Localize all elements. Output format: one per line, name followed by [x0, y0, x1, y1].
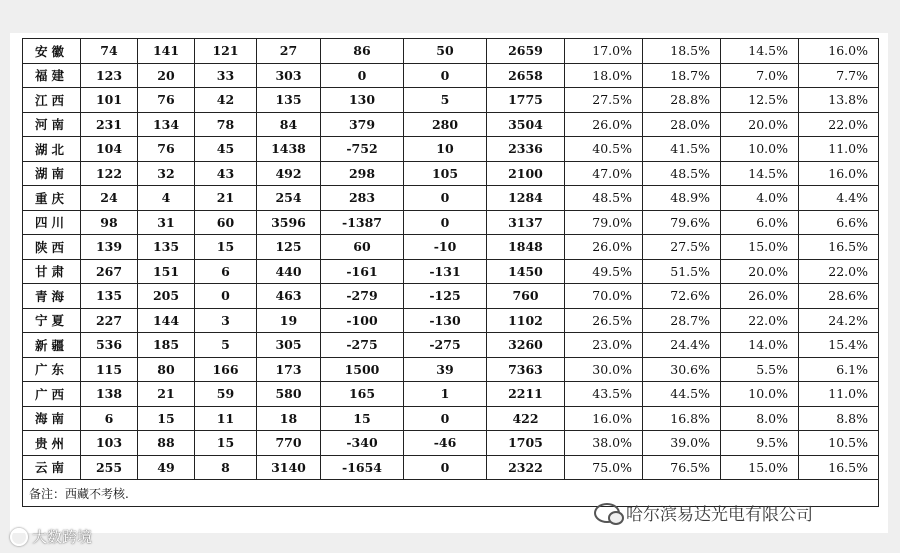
percent-cell: 27.5%	[643, 235, 721, 260]
value-cell: 76	[138, 137, 195, 162]
percent-cell: 76.5%	[643, 455, 721, 480]
value-cell: 283	[321, 186, 404, 211]
value-cell: 11	[195, 406, 257, 431]
percent-cell: 26.0%	[565, 235, 643, 260]
table-row	[23, 431, 879, 456]
value-cell: 60	[321, 235, 404, 260]
value-cell: 3	[195, 308, 257, 333]
value-cell: 5	[195, 333, 257, 358]
value-cell: 39	[404, 357, 487, 382]
percent-cell: 28.6%	[799, 284, 879, 309]
percent-cell: 24.2%	[799, 308, 879, 333]
value-cell: 88	[138, 431, 195, 456]
value-cell: 20	[138, 63, 195, 88]
value-cell: 5	[404, 88, 487, 113]
value-cell: 27	[257, 39, 321, 64]
percent-cell: 51.5%	[643, 259, 721, 284]
value-cell: 103	[81, 431, 138, 456]
table-row	[23, 39, 879, 64]
table-row	[23, 357, 879, 382]
value-cell: 0	[404, 210, 487, 235]
value-cell: 76	[138, 88, 195, 113]
value-cell: 3140	[257, 455, 321, 480]
value-cell: 3137	[487, 210, 565, 235]
percent-cell: 13.8%	[799, 88, 879, 113]
value-cell: -275	[404, 333, 487, 358]
province-cell: 陕西	[23, 235, 81, 260]
percent-cell: 18.5%	[643, 39, 721, 64]
value-cell: 1284	[487, 186, 565, 211]
percent-cell: 24.4%	[643, 333, 721, 358]
value-cell: 19	[257, 308, 321, 333]
value-cell: 49	[138, 455, 195, 480]
percent-cell: 7.7%	[799, 63, 879, 88]
value-cell: 151	[138, 259, 195, 284]
percent-cell: 18.7%	[643, 63, 721, 88]
value-cell: -1654	[321, 455, 404, 480]
value-cell: 43	[195, 161, 257, 186]
value-cell: 185	[138, 333, 195, 358]
value-cell: 125	[257, 235, 321, 260]
percent-cell: 4.0%	[721, 186, 799, 211]
value-cell: 18	[257, 406, 321, 431]
percent-cell: 70.0%	[565, 284, 643, 309]
percent-cell: 48.5%	[643, 161, 721, 186]
table-row	[23, 161, 879, 186]
table-row	[23, 186, 879, 211]
percent-cell: 41.5%	[643, 137, 721, 162]
percent-cell: 38.0%	[565, 431, 643, 456]
province-cell: 宁夏	[23, 308, 81, 333]
value-cell: 463	[257, 284, 321, 309]
province-cell: 青海	[23, 284, 81, 309]
value-cell: 21	[138, 382, 195, 407]
percent-cell: 17.0%	[565, 39, 643, 64]
percent-cell: 10.0%	[721, 137, 799, 162]
percent-cell: 22.0%	[799, 112, 879, 137]
table-row	[23, 333, 879, 358]
province-cell: 安徽	[23, 39, 81, 64]
value-cell: 227	[81, 308, 138, 333]
percent-cell: 16.0%	[799, 39, 879, 64]
percent-cell: 16.0%	[565, 406, 643, 431]
percent-cell: 72.6%	[643, 284, 721, 309]
province-cell: 河南	[23, 112, 81, 137]
value-cell: 42	[195, 88, 257, 113]
percent-cell: 16.0%	[799, 161, 879, 186]
value-cell: 267	[81, 259, 138, 284]
value-cell: 135	[81, 284, 138, 309]
value-cell: -279	[321, 284, 404, 309]
value-cell: 0	[404, 406, 487, 431]
value-cell: 135	[257, 88, 321, 113]
value-cell: 121	[195, 39, 257, 64]
percent-cell: 4.4%	[799, 186, 879, 211]
percent-cell: 79.0%	[565, 210, 643, 235]
value-cell: 141	[138, 39, 195, 64]
value-cell: 3260	[487, 333, 565, 358]
percent-cell: 16.5%	[799, 455, 879, 480]
table-row	[23, 455, 879, 480]
percent-cell: 28.8%	[643, 88, 721, 113]
province-cell: 云南	[23, 455, 81, 480]
value-cell: 78	[195, 112, 257, 137]
value-cell: 0	[404, 63, 487, 88]
percent-cell: 7.0%	[721, 63, 799, 88]
table-row	[23, 382, 879, 407]
value-cell: 0	[195, 284, 257, 309]
wechat-icon	[594, 503, 620, 523]
percent-cell: 9.5%	[721, 431, 799, 456]
percent-cell: 15.0%	[721, 235, 799, 260]
value-cell: 422	[487, 406, 565, 431]
percent-cell: 16.5%	[799, 235, 879, 260]
table-row	[23, 235, 879, 260]
percent-cell: 12.5%	[721, 88, 799, 113]
value-cell: 0	[321, 63, 404, 88]
value-cell: 32	[138, 161, 195, 186]
value-cell: -125	[404, 284, 487, 309]
value-cell: 80	[138, 357, 195, 382]
percent-cell: 8.0%	[721, 406, 799, 431]
value-cell: -130	[404, 308, 487, 333]
value-cell: -340	[321, 431, 404, 456]
value-cell: 123	[81, 63, 138, 88]
percent-cell: 40.5%	[565, 137, 643, 162]
value-cell: 115	[81, 357, 138, 382]
percent-cell: 43.5%	[565, 382, 643, 407]
percent-cell: 15.4%	[799, 333, 879, 358]
value-cell: 15	[195, 235, 257, 260]
table-row	[23, 210, 879, 235]
province-cell: 贵州	[23, 431, 81, 456]
value-cell: 50	[404, 39, 487, 64]
value-cell: 2336	[487, 137, 565, 162]
value-cell: -1387	[321, 210, 404, 235]
percent-cell: 10.5%	[799, 431, 879, 456]
province-cell: 江西	[23, 88, 81, 113]
company-watermark-text: 哈尔滨易达光电有限公司	[626, 505, 813, 525]
value-cell: 1438	[257, 137, 321, 162]
value-cell: -46	[404, 431, 487, 456]
value-cell: 205	[138, 284, 195, 309]
table-row	[23, 63, 879, 88]
percent-cell: 20.0%	[721, 112, 799, 137]
province-cell: 甘肃	[23, 259, 81, 284]
value-cell: 440	[257, 259, 321, 284]
value-cell: 536	[81, 333, 138, 358]
value-cell: 21	[195, 186, 257, 211]
source-watermark	[10, 526, 92, 547]
source-watermark-text: 大数跨境	[32, 528, 93, 546]
percent-cell: 16.8%	[643, 406, 721, 431]
value-cell: 165	[321, 382, 404, 407]
table-row	[23, 112, 879, 137]
table-body	[23, 39, 879, 507]
percent-cell: 5.5%	[721, 357, 799, 382]
value-cell: 1	[404, 382, 487, 407]
percent-cell: 22.0%	[799, 259, 879, 284]
value-cell: 166	[195, 357, 257, 382]
table-note: 备注：西藏不考核.	[23, 480, 879, 507]
value-cell: -131	[404, 259, 487, 284]
value-cell: 173	[257, 357, 321, 382]
percent-cell: 44.5%	[643, 382, 721, 407]
percent-cell: 79.6%	[643, 210, 721, 235]
value-cell: 2211	[487, 382, 565, 407]
value-cell: 105	[404, 161, 487, 186]
table-row	[23, 88, 879, 113]
table-row	[23, 284, 879, 309]
value-cell: 130	[321, 88, 404, 113]
province-cell: 新疆	[23, 333, 81, 358]
value-cell: 135	[138, 235, 195, 260]
percent-cell: 10.0%	[721, 382, 799, 407]
percent-cell: 14.5%	[721, 161, 799, 186]
percent-cell: 14.0%	[721, 333, 799, 358]
percent-cell: 18.0%	[565, 63, 643, 88]
percent-cell: 11.0%	[799, 137, 879, 162]
percent-cell: 47.0%	[565, 161, 643, 186]
percent-cell: 6.1%	[799, 357, 879, 382]
value-cell: 15	[195, 431, 257, 456]
value-cell: 1450	[487, 259, 565, 284]
table-row	[23, 406, 879, 431]
province-cell: 四川	[23, 210, 81, 235]
table-row	[23, 259, 879, 284]
value-cell: 303	[257, 63, 321, 88]
value-cell: 33	[195, 63, 257, 88]
value-cell: 139	[81, 235, 138, 260]
value-cell: 86	[321, 39, 404, 64]
percent-cell: 8.8%	[799, 406, 879, 431]
percent-cell: 11.0%	[799, 382, 879, 407]
percent-cell: 20.0%	[721, 259, 799, 284]
value-cell: 84	[257, 112, 321, 137]
value-cell: 760	[487, 284, 565, 309]
value-cell: 15	[321, 406, 404, 431]
value-cell: 1775	[487, 88, 565, 113]
value-cell: 2659	[487, 39, 565, 64]
percent-cell: 39.0%	[643, 431, 721, 456]
value-cell: 122	[81, 161, 138, 186]
value-cell: 6	[195, 259, 257, 284]
value-cell: 144	[138, 308, 195, 333]
province-cell: 广西	[23, 382, 81, 407]
percent-cell: 6.0%	[721, 210, 799, 235]
value-cell: 31	[138, 210, 195, 235]
province-cell: 福建	[23, 63, 81, 88]
value-cell: 24	[81, 186, 138, 211]
value-cell: 231	[81, 112, 138, 137]
value-cell: 280	[404, 112, 487, 137]
value-cell: 1705	[487, 431, 565, 456]
value-cell: 134	[138, 112, 195, 137]
value-cell: 6	[81, 406, 138, 431]
value-cell: 104	[81, 137, 138, 162]
value-cell: 7363	[487, 357, 565, 382]
data-table	[22, 38, 879, 507]
value-cell: 1848	[487, 235, 565, 260]
value-cell: -10	[404, 235, 487, 260]
percent-cell: 26.5%	[565, 308, 643, 333]
value-cell: 1500	[321, 357, 404, 382]
percent-cell: 28.7%	[643, 308, 721, 333]
percent-cell: 23.0%	[565, 333, 643, 358]
value-cell: 59	[195, 382, 257, 407]
company-watermark	[594, 500, 813, 525]
percent-cell: 27.5%	[565, 88, 643, 113]
value-cell: 2658	[487, 63, 565, 88]
percent-cell: 26.0%	[565, 112, 643, 137]
value-cell: 60	[195, 210, 257, 235]
province-cell: 广东	[23, 357, 81, 382]
value-cell: 298	[321, 161, 404, 186]
value-cell: 492	[257, 161, 321, 186]
value-cell: 254	[257, 186, 321, 211]
value-cell: 0	[404, 455, 487, 480]
value-cell: 2100	[487, 161, 565, 186]
percent-cell: 26.0%	[721, 284, 799, 309]
value-cell: 8	[195, 455, 257, 480]
value-cell: 305	[257, 333, 321, 358]
percent-cell: 48.5%	[565, 186, 643, 211]
percent-cell: 28.0%	[643, 112, 721, 137]
value-cell: 0	[404, 186, 487, 211]
percent-cell: 15.0%	[721, 455, 799, 480]
value-cell: -752	[321, 137, 404, 162]
percent-cell: 75.0%	[565, 455, 643, 480]
value-cell: 4	[138, 186, 195, 211]
percent-cell: 49.5%	[565, 259, 643, 284]
percent-cell: 6.6%	[799, 210, 879, 235]
value-cell: -161	[321, 259, 404, 284]
value-cell: 255	[81, 455, 138, 480]
percent-cell: 14.5%	[721, 39, 799, 64]
percent-cell: 48.9%	[643, 186, 721, 211]
value-cell: 15	[138, 406, 195, 431]
table-row	[23, 308, 879, 333]
value-cell: 74	[81, 39, 138, 64]
source-logo-icon	[10, 528, 28, 546]
value-cell: 770	[257, 431, 321, 456]
province-cell: 重庆	[23, 186, 81, 211]
province-cell: 湖南	[23, 161, 81, 186]
value-cell: -275	[321, 333, 404, 358]
value-cell: 98	[81, 210, 138, 235]
value-cell: 3504	[487, 112, 565, 137]
percent-cell: 30.6%	[643, 357, 721, 382]
percent-cell: 22.0%	[721, 308, 799, 333]
value-cell: 45	[195, 137, 257, 162]
value-cell: 1102	[487, 308, 565, 333]
percent-cell: 30.0%	[565, 357, 643, 382]
value-cell: 138	[81, 382, 138, 407]
value-cell: 379	[321, 112, 404, 137]
value-cell: 580	[257, 382, 321, 407]
province-cell: 湖北	[23, 137, 81, 162]
value-cell: -100	[321, 308, 404, 333]
province-cell: 海南	[23, 406, 81, 431]
value-cell: 10	[404, 137, 487, 162]
value-cell: 3596	[257, 210, 321, 235]
value-cell: 2322	[487, 455, 565, 480]
table-row	[23, 137, 879, 162]
value-cell: 101	[81, 88, 138, 113]
